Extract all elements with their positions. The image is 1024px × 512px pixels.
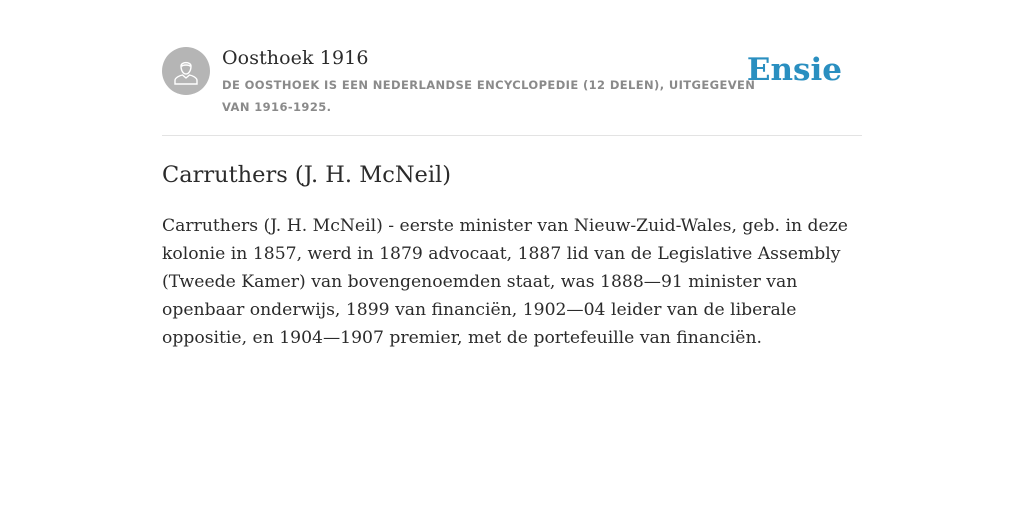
source-description: DE OOSTHOEK IS EEN NEDERLANDSE ENCYCLOPEDIE (12 DELEN), UITGEGEVEN VAN 1916-1925. [222,78,756,114]
article-body: Carruthers (J. H. McNeil) - eerste minister van Nieuw-Zuid-Wales, geb. in deze kolonie in 1857, werd in 1879 advocaat, 1887 lid van de Legislative Assembly (Tweede Kamer) van bovengenoemden staat, was 1888—91 minister van openbaar onderwijs, 1899 van financiën, 1902—04 leider van de liberale oppositie, en 1904—1907 premier, met de portefeuille van financiën. [162,216,848,348]
source-avatar[interactable] [162,47,210,95]
source-info [222,45,762,118]
ensie-logo[interactable]: Ensie [746,52,842,88]
user-silhouette-icon [171,56,201,86]
article-title: Carruthers (J. H. McNeil) [162,162,452,188]
source-name[interactable]: Oosthoek 1916 [222,47,369,69]
source-header [162,45,862,136]
